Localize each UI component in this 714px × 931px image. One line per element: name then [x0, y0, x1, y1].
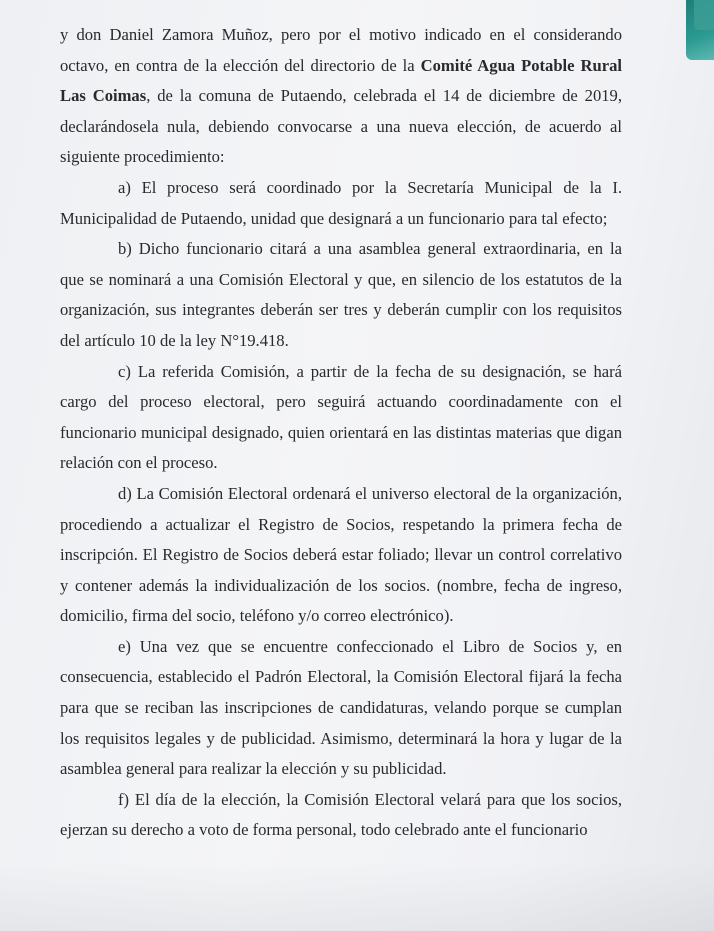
procedure-item-f: f) El día de la elección, la Comisión Electoral velará para que los socios, ejerzan su derecho a voto de forma personal, todo celebrado ante el funcionario: [60, 789, 622, 840]
tab-marker-inner: [694, 0, 714, 30]
committee-name: Comité Agua Potable Rural Las Coimas: [60, 55, 623, 106]
document-body: [60, 20, 622, 846]
procedure-item-b: b) Dicho funcionario citará a una asamblea general extraordinaria, en la que se nominará a una Comisión Electoral y que, en silencio de los estatutos de la organización, sus integrantes deberán ser tres y deberán cumplir con los requisitos del artículo 10 de la ley N°19.418.: [60, 239, 622, 350]
intro-text-2: , de la comuna de Putaendo, celebrada el 14 de diciembre de 2019, declarándosela nula, debiendo convocarse a una nueva elección, de acuerdo al siguiente procedimiento:: [60, 86, 622, 167]
intro-paragraph: [60, 20, 622, 173]
intro-text-1: y don Daniel Zamora Muñoz, pero por el motivo indicado en el considerando octavo, en contra de la elección del directorio de la: [60, 25, 622, 75]
procedure-item-a: a) El proceso será coordinado por la Secretaría Municipal de la I. Municipalidad de Putaendo, unidad que designará a un funcionario para tal efecto;: [60, 177, 622, 228]
procedure-item-c: c) La referida Comisión, a partir de la fecha de su designación, se hará cargo del proceso electoral, pero seguirá actuando coordinadamente con el funcionario municipal designado, quien orientará en las distintas materias que digan relación con el proceso.: [60, 361, 622, 473]
procedure-item-d: d) La Comisión Electoral ordenará el universo electoral de la organización, procediendo a actualizar el Registro de Socios, respetando la primera fecha de inscripción. El Registro de Socios deberá estar foliado; llevar un control correlativo y contener además la individualización de los socios. (nombre, fecha de ingreso, domicilio, firma del socio, teléfono y/o correo electrónico).: [60, 483, 622, 626]
procedure-item-e: e) Una vez que se encuentre confeccionado el Libro de Socios y, en consecuencia, establecido el Padrón Electoral, la Comisión Electoral fijará la fecha para que se reciban las inscripciones de candidaturas, velando porque se cumplan los requisitos legales y de publicidad. Asimismo, determinará la hora y lugar de la asamblea general para realizar la elección y su publicidad.: [60, 636, 622, 779]
